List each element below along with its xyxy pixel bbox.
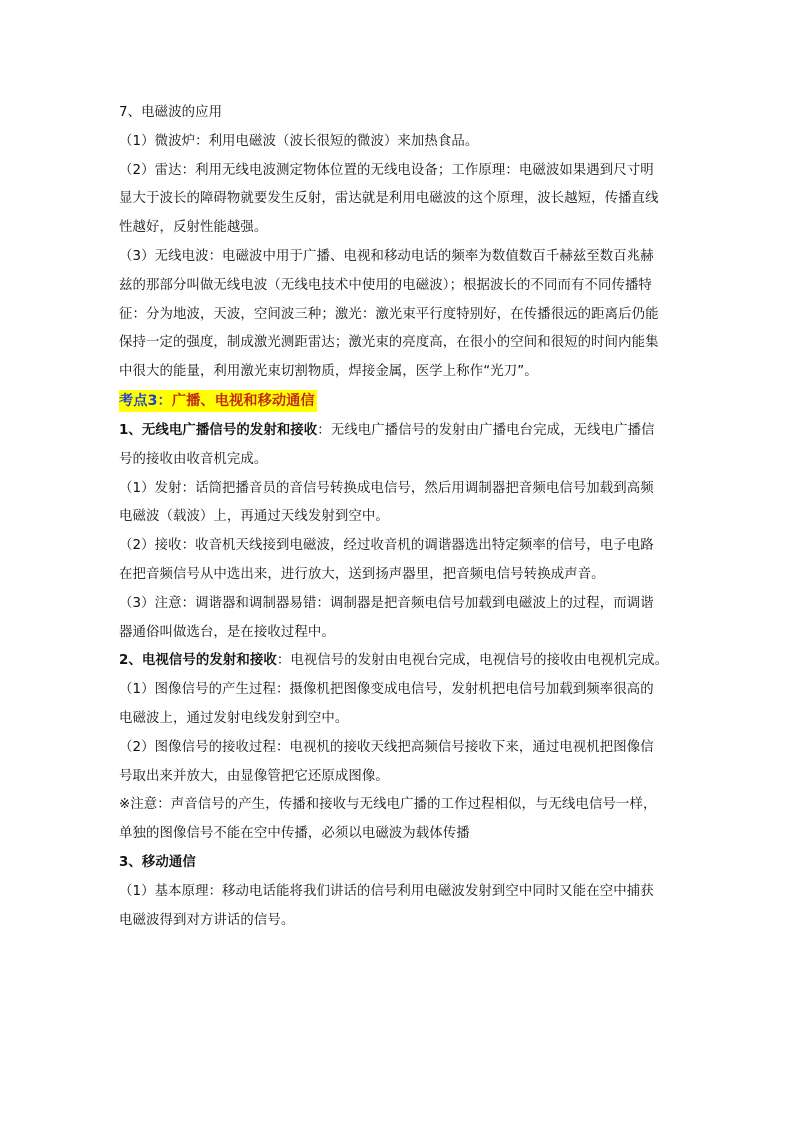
subsection-title: 7、电磁波的应用 — [119, 105, 223, 120]
paragraph-line: 在把音频信号从中选出来，进行放大，送到扬声器里，把音频电信号转换成声音。 — [119, 566, 605, 582]
heading-label: 考点3： — [119, 392, 172, 409]
heading-title: 广播、电视和移动通信 — [171, 392, 315, 409]
paragraph-line: 兹的那部分叫做无线电波（无线电技术中使用的电磁波）；根据波长的不同而有不同传播特 — [119, 277, 652, 293]
paragraph-line: 电磁波得到对方讲话的信号。 — [119, 912, 295, 928]
paragraph-line: 号取出来并放大，由显像管把它还原成图像。 — [119, 768, 389, 784]
paragraph-line: 号的接收由收音机完成。 — [119, 451, 268, 467]
paragraph-line: （2）接收：收音机天线接到电磁波，经过收音机的调谐器选出特定频率的信号，电子电路 — [119, 538, 654, 554]
paragraph-line: ※注意：声音信号的产生，传播和接收与无线电广播的工作过程相似，与无线电信号一样， — [119, 797, 657, 813]
paragraph-line: 显大于波长的障碍物就要发生反射，雷达就是利用电磁波的这个原理，波长越短，传播直线 — [119, 191, 659, 207]
paragraph-line: （1）发射：话筒把播音员的音信号转换成电信号，然后用调制器把音频电信号加载到高频 — [119, 480, 654, 496]
paragraph-line: （1）基本原理：移动电话能将我们讲话的信号利用电磁波发射到空中同时又能在空中捕获 — [119, 883, 654, 899]
subsection-title: 3、移动通信 — [119, 854, 196, 870]
paragraph-line: 单独的图像信号不能在空中传播，必须以电磁波为载体传播 — [119, 826, 470, 842]
paragraph-text: ：无线电广播信号的发射由广播电台完成，无线电广播信 — [317, 422, 655, 438]
paragraph-line: 电磁波（载波）上，再通过天线发射到空中。 — [119, 509, 389, 525]
paragraph-line: （3）无线电波：电磁波中用于广播、电视和移动电话的频率为数值数百千赫兹至数百兆赫 — [119, 248, 654, 264]
paragraph-line: （1）微波炉：利用电磁波（波长很短的微波）来加热食品。 — [119, 133, 479, 149]
paragraph-line: 征：分为地波，天波，空间波三种；激光：激光束平行度特别好，在传播很远的距离后仍能 — [119, 306, 659, 322]
paragraph-text: ：电视信号的发射由电视台完成，电视信号的接收由电视机完成。 — [276, 653, 669, 669]
section-heading — [119, 387, 685, 417]
paragraph-line — [119, 647, 685, 676]
paragraph-line: （2）图像信号的接收过程：电视机的接收天线把高频信号接收下来，通过电视机把图像信 — [119, 739, 654, 755]
paragraph-line: 性越好，反射性能越强。 — [119, 220, 268, 236]
paragraph-line: （2）雷达：利用无线电波测定物体位置的无线电设备；工作原理：电磁波如果遇到尺寸明 — [119, 162, 654, 178]
document-body — [119, 99, 685, 935]
subsection-title: 1、无线电广播信号的发射和接收 — [119, 422, 318, 438]
paragraph-line: （1）图像信号的产生过程：摄像机把图像变成电信号，发射机把电信号加载到频率很高的 — [119, 682, 654, 698]
paragraph-line: 中很大的能量，利用激光束切割物质，焊接金属，医学上称作“光刀”。 — [119, 364, 538, 380]
paragraph-line: （3）注意：调谐器和调制器易错：调制器是把音频电信号加载到电磁波上的过程，而调谐 — [119, 595, 654, 611]
paragraph-line — [119, 417, 685, 446]
paragraph-line: 器通俗叫做选台，是在接收过程中。 — [119, 624, 335, 640]
paragraph-line: 保持一定的强度，制成激光测距雷达；激光束的亮度高，在很小的空间和很短的时间内能集 — [119, 335, 659, 351]
heading-highlight — [119, 390, 317, 412]
subsection-title: 2、电视信号的发射和接收 — [119, 653, 277, 669]
paragraph-line: 电磁波上，通过发射电线发射到空中。 — [119, 710, 349, 726]
